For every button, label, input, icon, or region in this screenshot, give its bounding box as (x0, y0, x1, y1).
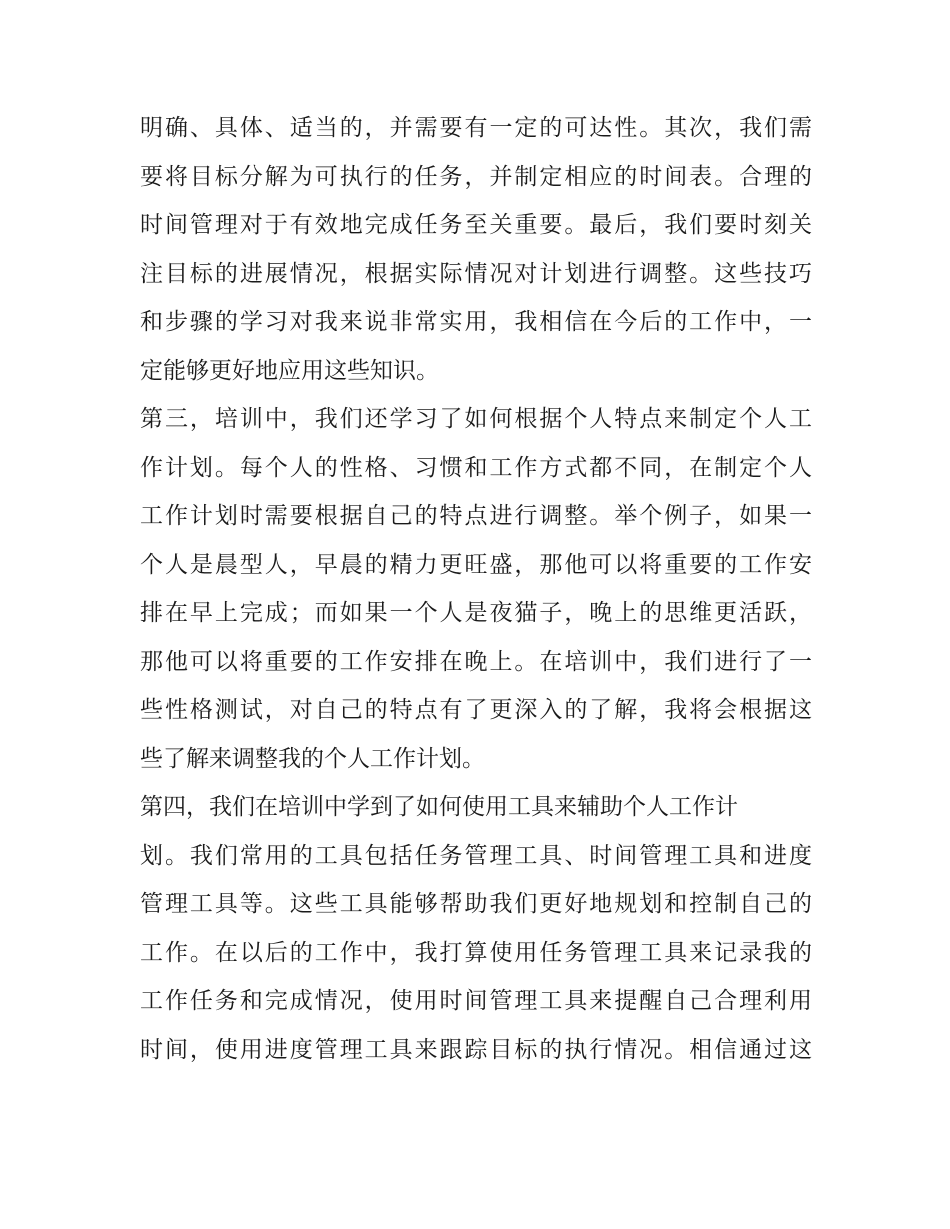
text-line-10: 个人是晨型人，早晨的精力更旺盛，那他可以将重要的工作安 (140, 551, 812, 578)
text-line-6: 定能够更好地应用这些知识。 (140, 357, 439, 384)
text-line-4: 注目标的进展情况，根据实际情况对计划进行调整。这些技巧 (140, 260, 812, 287)
text-line-11: 排在早上完成；而如果一个人是夜猫子，晚上的思维更活跃， (140, 600, 812, 626)
text-line-13: 些性格测试，对自己的特点有了更深入的了解，我将会根据这 (140, 697, 812, 723)
text-line-18: 工作。在以后的工作中，我打算使用任务管理工具来记录我的 (140, 939, 812, 966)
text-line-1: 明确、具体、适当的，并需要有一定的可达性。其次，我们需 (140, 115, 812, 141)
document-body (140, 104, 812, 1074)
text-line-8: 作计划。每个人的性格、习惯和工作方式都不同，在制定个人 (140, 454, 812, 481)
text-line-20: 时间，使用进度管理工具来跟踪目标的执行情况。相信通过这 (140, 1036, 812, 1063)
text-line-3: 时间管理对于有效地完成任务至关重要。最后，我们要时刻关 (140, 212, 812, 238)
text-line-15: 第四，我们在培训中学到了如何使用工具来辅助个人工作计 (140, 794, 738, 820)
text-line-5: 和步骤的学习对我来说非常实用，我相信在今后的工作中，一 (140, 309, 812, 335)
text-line-14: 些了解来调整我的个人工作计划。 (140, 745, 485, 772)
text-line-7: 第三，培训中，我们还学习了如何根据个人特点来制定个人工 (140, 406, 812, 432)
text-line-2: 要将目标分解为可执行的任务，并制定相应的时间表。合理的 (140, 163, 812, 190)
text-line-12: 那他可以将重要的工作安排在晚上。在培训中，我们进行了一 (140, 648, 812, 675)
text-line-16: 划。我们常用的工具包括任务管理工具、时间管理工具和进度 (140, 842, 812, 869)
text-line-17: 管理工具等。这些工具能够帮助我们更好地规划和控制自己的 (140, 891, 812, 917)
text-line-9: 工作计划时需要根据自己的特点进行调整。举个例子，如果一 (140, 503, 812, 529)
text-line-19: 工作任务和完成情况，使用时间管理工具来提醒自己合理利用 (140, 988, 812, 1014)
